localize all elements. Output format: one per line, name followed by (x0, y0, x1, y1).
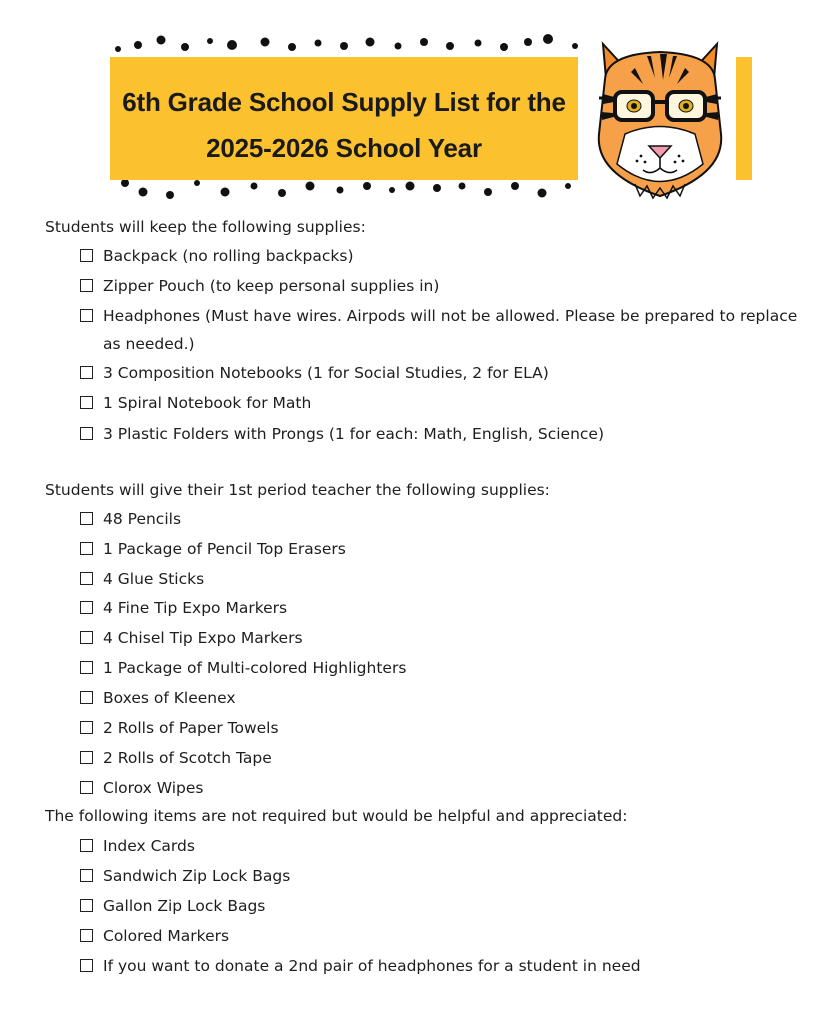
checkbox[interactable] (80, 869, 93, 882)
tiger-with-glasses-icon (585, 34, 735, 204)
list-item[interactable] (80, 272, 816, 300)
list-item[interactable] (80, 594, 816, 622)
list-item-label: 3 Composition Notebooks (1 for Social Studies, 2 for ELA) (103, 364, 549, 382)
list-item[interactable] (80, 242, 816, 270)
list-item-label: 2 Rolls of Paper Towels (103, 719, 279, 737)
checkbox[interactable] (80, 366, 93, 379)
checkbox[interactable] (80, 899, 93, 912)
list-item[interactable] (80, 359, 816, 387)
checkbox[interactable] (80, 512, 93, 525)
list-item[interactable] (80, 892, 816, 920)
accent-strip (736, 57, 752, 180)
checkbox[interactable] (80, 572, 93, 585)
section-heading-first-period: Students will give their 1st period teacher the following supplies: (45, 481, 550, 499)
list-item-label: 4 Glue Sticks (103, 570, 205, 588)
list-item[interactable] (80, 535, 816, 563)
section-heading-optional: The following items are not required but would be helpful and appreciated: (45, 807, 628, 825)
list-item[interactable] (80, 505, 816, 533)
list-item[interactable] (80, 302, 816, 358)
list-item-label: 4 Chisel Tip Expo Markers (103, 629, 303, 647)
checkbox[interactable] (80, 396, 93, 409)
list-item-label: 3 Plastic Folders with Prongs (1 for each: Math, English, Science) (103, 425, 605, 443)
checkbox[interactable] (80, 542, 93, 555)
list-item-label: 48 Pencils (103, 510, 182, 528)
list-item-label: Index Cards (103, 837, 195, 855)
list-item-label: Zipper Pouch (to keep personal supplies in) (103, 277, 440, 295)
section-heading-keep: Students will keep the following supplies: (45, 218, 366, 236)
list-item[interactable] (80, 862, 816, 890)
list-item[interactable] (80, 922, 816, 950)
checkbox[interactable] (80, 249, 93, 262)
list-item[interactable] (80, 420, 816, 448)
list-item[interactable] (80, 389, 816, 417)
list-item-label: 1 Package of Multi-colored Highlighters (103, 659, 407, 677)
title-banner (110, 57, 578, 180)
list-item-label: 1 Spiral Notebook for Math (103, 394, 312, 412)
list-item[interactable] (80, 952, 816, 980)
list-item-label: 2 Rolls of Scotch Tape (103, 749, 272, 767)
list-item[interactable] (80, 654, 816, 682)
list-item[interactable] (80, 744, 816, 772)
checkbox[interactable] (80, 751, 93, 764)
checkbox[interactable] (80, 721, 93, 734)
list-item-label: 1 Package of Pencil Top Erasers (103, 540, 346, 558)
list-item[interactable] (80, 624, 816, 652)
checkbox[interactable] (80, 691, 93, 704)
list-item-label: Headphones (Must have wires. Airpods will not be allowed. Please be prepared to replace as needed.) (103, 307, 798, 353)
page-title-line-2: 2025-2026 School Year (206, 133, 482, 163)
page-title-line-1: 6th Grade School Supply List for the (122, 87, 566, 117)
checkbox[interactable] (80, 601, 93, 614)
checkbox[interactable] (80, 427, 93, 440)
list-item[interactable] (80, 684, 816, 712)
checkbox[interactable] (80, 631, 93, 644)
list-item[interactable] (80, 714, 816, 742)
page-header (0, 0, 832, 210)
list-item-label: Sandwich Zip Lock Bags (103, 867, 291, 885)
checkbox[interactable] (80, 929, 93, 942)
list-item-label: Gallon Zip Lock Bags (103, 897, 266, 915)
list-item[interactable] (80, 774, 816, 802)
list-item-label: 4 Fine Tip Expo Markers (103, 599, 288, 617)
checkbox[interactable] (80, 839, 93, 852)
checkbox[interactable] (80, 781, 93, 794)
list-item-label: Backpack (no rolling backpacks) (103, 247, 354, 265)
list-item-label: Boxes of Kleenex (103, 689, 236, 707)
checkbox[interactable] (80, 661, 93, 674)
list-item-label: If you want to donate a 2nd pair of headphones for a student in need (103, 957, 641, 975)
list-item-label: Clorox Wipes (103, 779, 204, 797)
checkbox[interactable] (80, 279, 93, 292)
checkbox[interactable] (80, 309, 93, 322)
checkbox[interactable] (80, 959, 93, 972)
list-item-label: Colored Markers (103, 927, 230, 945)
list-item[interactable] (80, 832, 816, 860)
list-item[interactable] (80, 565, 816, 593)
